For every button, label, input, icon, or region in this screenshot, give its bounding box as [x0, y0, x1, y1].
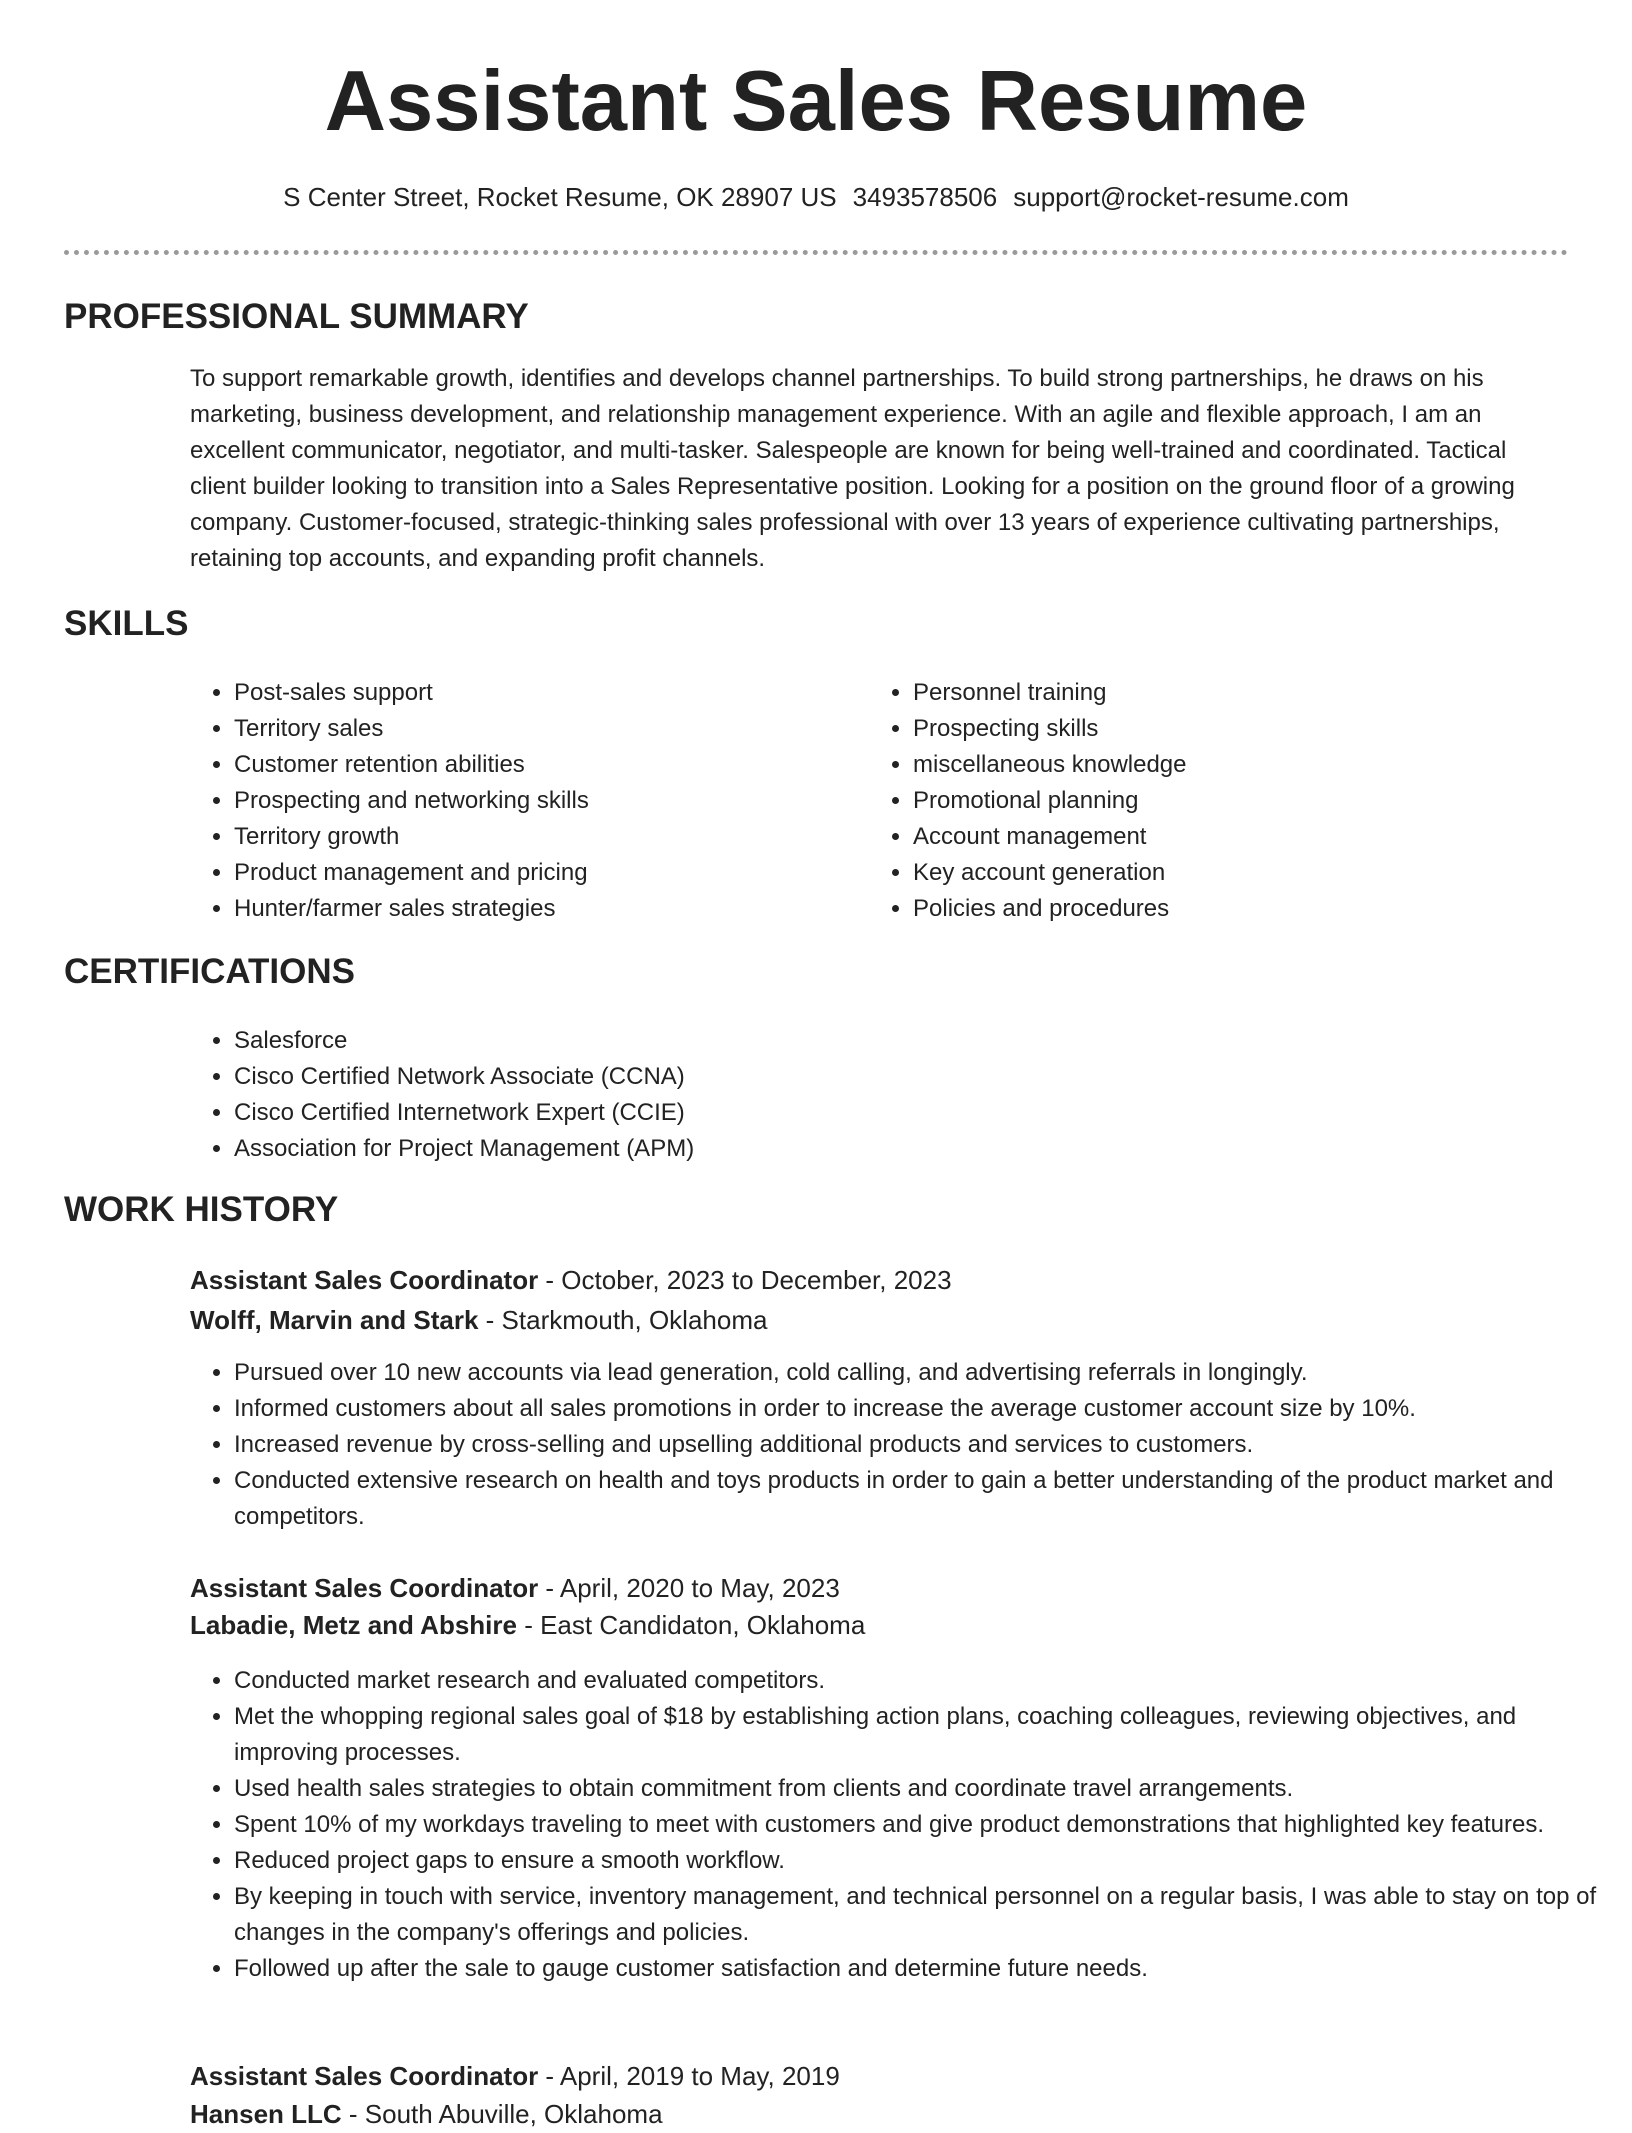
work-history-heading: WORK HISTORY: [64, 1190, 339, 1229]
job-company: Labadie, Metz and Abshire: [190, 1610, 517, 1640]
job-location: - East Candidaton, Oklahoma: [516, 1610, 866, 1640]
job-title-line: [190, 1261, 952, 1299]
contact-email: support@rocket-resume.com: [1013, 182, 1349, 212]
job-company-line: [190, 1606, 865, 1644]
resume-title: Assistant Sales Resume: [324, 54, 1308, 149]
summary-text: To support remarkable growth, identifies and develops channel partnerships. To build strong partnerships, he draws on his marketing, business development, and relationship management experience. With an agile and flexible approach, I am an excellent communicator, negotiator, and multi-tasker. Salespeople are known for being well-trained and coordinated. Tactical client builder looking to transition into a Sales Representative position. Looking for a position on the ground floor of a growing company. Customer-focused, strategic-thinking sales professional with over 13 years of experience cultivating partnerships, retaining top accounts, and expanding profit channels.: [190, 365, 1515, 572]
list-item: • Territory sales: [234, 711, 854, 747]
list-item: • Followed up after the sale to gauge customer satisfaction and determine future needs.: [234, 1951, 1612, 1987]
list-item: • Reduced project gaps to ensure a smooth workflow.: [234, 1843, 1612, 1879]
list-item: • By keeping in touch with service, inventory management, and technical personnel on a regular basis, I was able to stay on top of changes in the company's offerings and policies.: [234, 1879, 1612, 1951]
list-item: • Met the whopping regional sales goal of $18 by establishing action plans, coaching colleagues, reviewing objectives, and improving processes.: [234, 1699, 1612, 1771]
list-item: • Cisco Certified Internetwork Expert (CCIE): [234, 1095, 1234, 1131]
list-item: • Promotional planning: [913, 783, 1553, 819]
job-dates: - April, 2020 to May, 2023: [538, 1573, 840, 1603]
list-item: • Post-sales support: [234, 675, 854, 711]
certifications-heading: CERTIFICATIONS: [64, 952, 356, 991]
list-item: • Pursued over 10 new accounts via lead generation, cold calling, and advertising referrals in longingly.: [234, 1355, 1612, 1391]
job-dates: - April, 2019 to May, 2019: [538, 2061, 840, 2091]
job-title: Assistant Sales Coordinator: [190, 1573, 539, 1603]
skills-list-left: [190, 675, 854, 927]
job-location: - South Abuville, Oklahoma: [341, 2099, 663, 2129]
job-title: Assistant Sales Coordinator: [190, 1265, 539, 1295]
summary-heading: PROFESSIONAL SUMMARY: [64, 297, 529, 336]
job-title-line: [190, 1569, 840, 1607]
list-item: • Territory growth: [234, 819, 854, 855]
list-item: • Association for Project Management (APM): [234, 1131, 1234, 1167]
job-title: Assistant Sales Coordinator: [190, 2061, 539, 2091]
list-item: • Conducted extensive research on health and toys products in order to gain a better understanding of the product market and competitors.: [234, 1463, 1612, 1535]
list-item: • Salesforce: [234, 1023, 1234, 1059]
list-item: • Account management: [913, 819, 1553, 855]
list-item: • Key account generation: [913, 855, 1553, 891]
contact-line: [0, 180, 1632, 214]
list-item: • Prospecting skills: [913, 711, 1553, 747]
job-bullets: [190, 1663, 1612, 1987]
list-item: • Personnel training: [913, 675, 1553, 711]
list-item: • Used health sales strategies to obtain commitment from clients and coordinate travel arrangements.: [234, 1771, 1612, 1807]
skills-list-right: [869, 675, 1553, 927]
job-location: - Starkmouth, Oklahoma: [478, 1305, 768, 1335]
list-item: • Product management and pricing: [234, 855, 854, 891]
job-company: Wolff, Marvin and Stark: [190, 1305, 479, 1335]
contact-phone: 3493578506: [852, 182, 998, 212]
list-item: • Informed customers about all sales promotions in order to increase the average customer account size by 10%.: [234, 1391, 1612, 1427]
job-company: Hansen LLC: [190, 2099, 342, 2129]
skills-heading: SKILLS: [64, 604, 189, 643]
job-company-line: [190, 2095, 663, 2133]
list-item: • Customer retention abilities: [234, 747, 854, 783]
job-bullets: [190, 1355, 1612, 1535]
list-item: • Policies and procedures: [913, 891, 1553, 927]
list-item: • Increased revenue by cross-selling and upselling additional products and services to customers.: [234, 1427, 1612, 1463]
list-item: • Prospecting and networking skills: [234, 783, 854, 819]
certifications-list: [190, 1023, 1234, 1167]
list-item: • miscellaneous knowledge: [913, 747, 1553, 783]
list-item: • Spent 10% of my workdays traveling to meet with customers and give product demonstrations that highlighted key features.: [234, 1807, 1612, 1843]
job-dates: - October, 2023 to December, 2023: [538, 1265, 952, 1295]
header-divider: [64, 250, 1568, 255]
list-item: • Hunter/farmer sales strategies: [234, 891, 854, 927]
job-title-line: [190, 2057, 840, 2095]
job-company-line: [190, 1301, 767, 1339]
contact-address: S Center Street, Rocket Resume, OK 28907 US: [283, 182, 837, 212]
list-item: • Conducted market research and evaluated competitors.: [234, 1663, 1612, 1699]
list-item: • Cisco Certified Network Associate (CCNA): [234, 1059, 1234, 1095]
